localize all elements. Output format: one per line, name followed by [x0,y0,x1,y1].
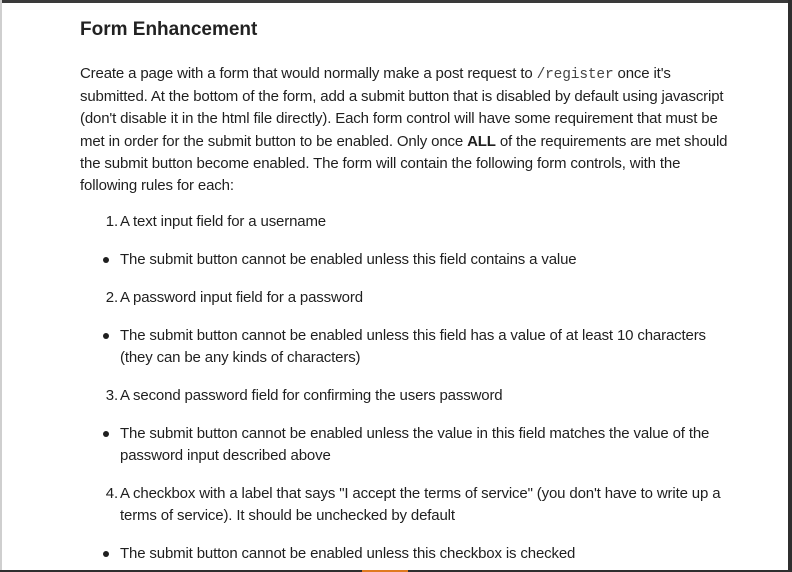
list-item-text: A checkbox with a label that says "I accept the terms of service" (you don't have to write up a terms of service). It should be unchecked by default [120,485,721,525]
list-item-3 [80,385,730,407]
rule-text: The submit button cannot be enabled unless this field contains a value [120,251,577,268]
bullet-icon [103,333,109,339]
rule-text: The submit button cannot be enabled unless the value in this field matches the value of the password input described above [120,425,710,465]
intro-text-1: Create a page with a form that would normally make a post request to [80,65,537,82]
window-right-border [788,0,792,572]
list-item-text: A second password field for confirming the users password [120,387,503,404]
window-left-border [0,0,2,572]
rule-item-1 [80,249,730,271]
intro-text-2: once it's submitted. At the bottom of the form, add a submit button that is disabled by default using javascript (don't disable it in the html file directly). Each form control will have some requirement that must be met in order for the submit button to be enabled. Only once [80,65,724,150]
register-route-code: /register [536,67,614,83]
rule-text: The submit button cannot be enabled unless this checkbox is checked [120,545,576,562]
intro-emphasis: ALL [467,132,496,150]
list-item-text: A text input field for a username [120,213,327,230]
page-title: Form Enhancement [80,19,258,40]
list-item-text: A password input field for a password [120,289,363,306]
window-top-border [0,0,792,3]
document-content [80,16,730,562]
bullet-icon [103,431,109,437]
list-item-4 [80,483,730,527]
list-number: 2. [105,289,118,306]
rule-item-2 [80,325,730,369]
rule-text: The submit button cannot be enabled unless this field has a value of at least 10 characters (they can be any kinds of characters) [120,327,706,367]
list-item-1 [80,211,730,233]
rule-item-4 [80,543,730,565]
list-number: 4. [105,485,118,502]
list-number: 1. [105,213,118,230]
list-number: 3. [105,387,118,404]
intro-text-3: of the requirements are met should the submit button become enabled. The form will contain the following form controls, with the following rules for each: [80,132,728,195]
rule-item-3 [80,423,730,467]
bullet-icon [103,551,109,557]
bullet-icon [103,257,109,263]
intro-paragraph [80,63,730,197]
list-item-2 [80,287,730,309]
